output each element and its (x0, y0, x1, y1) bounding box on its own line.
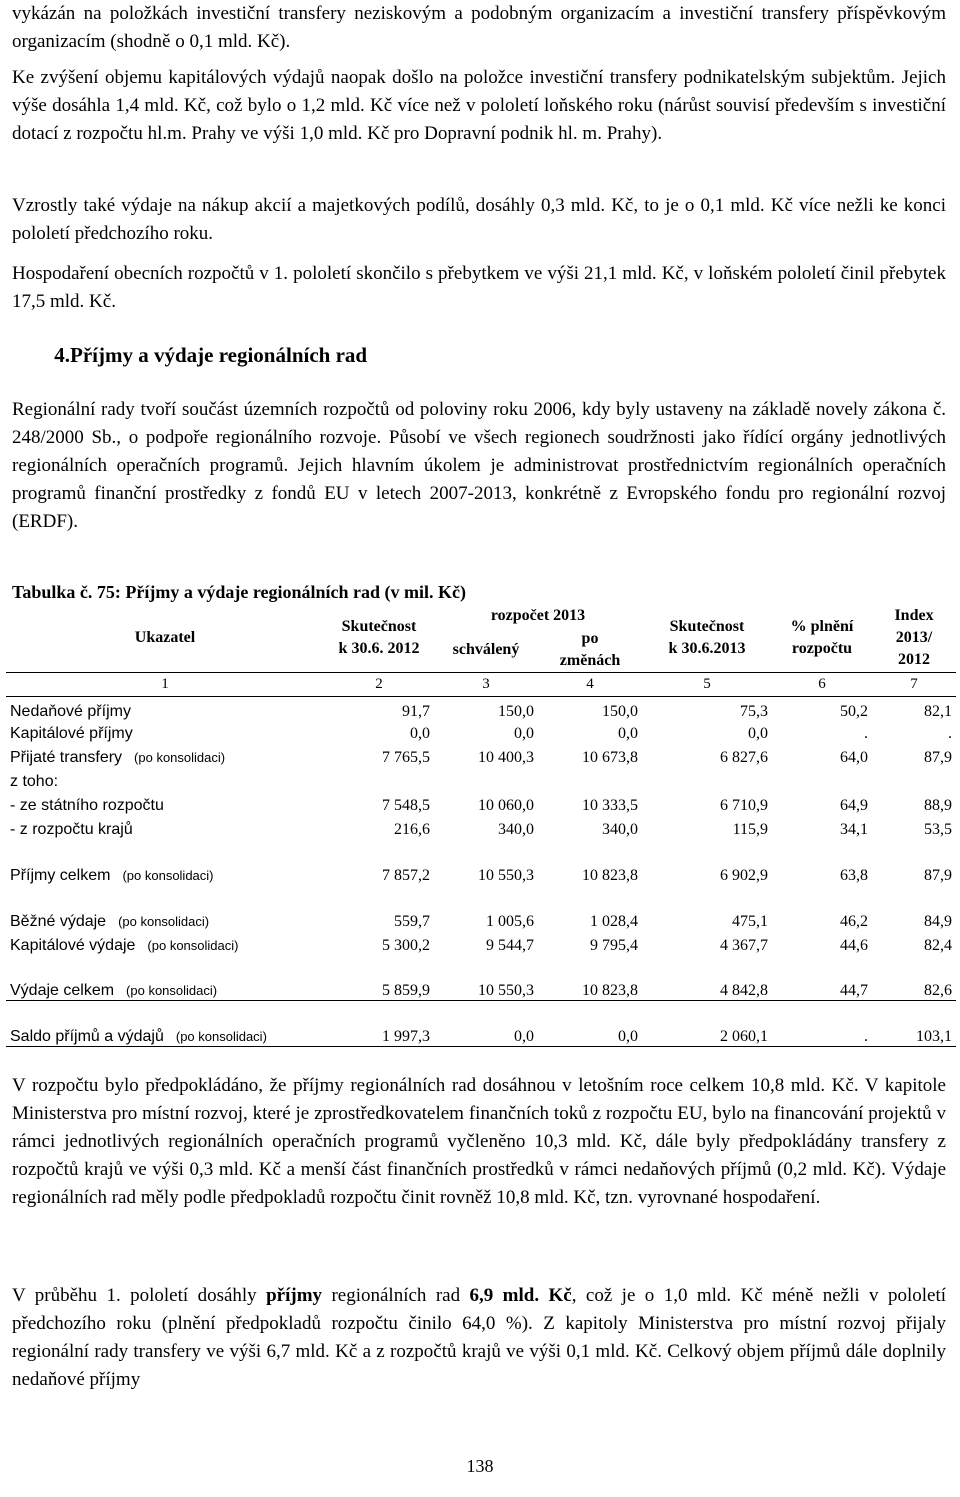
header-skutecnost-2012: Skutečnost k 30.6. 2012 (338, 618, 420, 657)
header-skutecnost-2013: Skutečnost k 30.6.2013 (668, 618, 746, 657)
row-value: 88,9 (924, 796, 952, 814)
row-value: 53,5 (924, 820, 952, 838)
table-caption: Tabulka č. 75: Příjmy a výdaje regionálních rad (v mil. Kč) (12, 582, 466, 602)
table-row (6, 697, 956, 721)
row-value: . (864, 724, 868, 742)
row-value: 63,8 (840, 866, 868, 884)
table-row (6, 767, 956, 791)
row-label: Kapitálové výdaje (po konsolidaci) (10, 936, 239, 954)
table-row (6, 791, 956, 815)
row-label: Nedaňové příjmy (10, 702, 131, 720)
row-value: 0,0 (618, 724, 638, 742)
row-value: 475,1 (732, 912, 768, 930)
row-value: 0,0 (538, 1001, 642, 1047)
section-title: Příjmy a výdaje regionálních rad (70, 343, 368, 367)
header-index: Index 2013/ 2012 (894, 607, 934, 668)
row-value: 1 005,6 (486, 912, 534, 930)
row-value: 9 544,7 (486, 936, 534, 954)
table-row (6, 743, 956, 767)
row-label: - ze státního rozpočtu (10, 796, 164, 814)
row-value: 10 673,8 (582, 748, 638, 766)
table-row (6, 955, 956, 1001)
row-value: 1 997,3 (324, 1001, 434, 1047)
header-rozpocet: rozpočet 2013 (490, 607, 586, 624)
row-label: z toho: (10, 772, 59, 790)
row-value: 4 842,8 (720, 982, 768, 999)
column-numbers-row: 1 2 3 4 5 6 7 (6, 673, 956, 697)
row-value: 75,3 (740, 702, 768, 720)
page-number: 138 (466, 1456, 494, 1476)
row-value: 10 823,8 (582, 866, 638, 884)
row-value: 44,7 (840, 982, 868, 999)
row-value: 34,1 (840, 820, 868, 838)
row-value: 340,0 (498, 820, 534, 838)
row-label: Příjmy celkem (po konsolidaci) (10, 866, 214, 884)
row-value: 50,2 (840, 702, 868, 720)
row-value: 82,1 (924, 702, 952, 720)
paragraph-capital-increase: Ke zvýšení objemu kapitálových výdajů naopak došlo na položce investiční transfery podnikatelským subjektům. Jejich výše dosáhla 1,4 mld. Kč, což bylo o 1,2 mld. Kč více než v pololetí loňského roku (nárůst souvisí především s investiční dotací z rozpočtu hl.m. Prahy ve výši 1,0 mld. Kč pro Dopravní podnik hl. m. Prahy). (12, 67, 946, 144)
row-value: 0,0 (410, 724, 430, 742)
paragraph-budget-expectations: V rozpočtu bylo předpokládáno, že příjmy regionálních rad dosáhnou v letošním roce celkem 10,8 mld. Kč. V kapitole Ministerstva pro místní rozvoj, které je zprostředkovatelem finančních toků z rozpočtu EU, bylo na financování projektů v rámci jednotlivých regionálních operačních programů vyčleněno 10,3 mld. Kč, dále byly předpokládány transfery z rozpočtů krajů ve výši 0,3 mld. Kč a menší část finančních prostředků v rámci nedaňových příjmů (0,2 mld. Kč). Výdaje regionálních rad měly podle předpokladů rozpočtu činit rovněž 10,8 mld. Kč, tzn. vyrovnané hospodaření. (12, 1075, 946, 1208)
section-number: 4. (54, 343, 70, 367)
row-value: 87,9 (924, 866, 952, 884)
row-value: 150,0 (602, 702, 638, 720)
table-row (6, 839, 956, 885)
paragraph-regional-councils: Regionální rady tvoří součást územních rozpočtů od poloviny roku 2006, kdy byly ustaveny na základě novely zákona č. 248/2000 Sb., o podpoře regionálního rozvoje. Působí ve všech regionech soudržnosti jako řídící orgány jednotlivých regionálních operačních programů. Jejich hlavním úkolem je administrovat prostřednictvím regionálních operačních programů finanční prostředky z fondů EU v letech 2007-2013, konkrétně z Evropského fondu pro regionální rozvoj (ERDF). (12, 399, 946, 532)
paragraph-municipal-balance: Hospodaření obecních rozpočtů v 1. pololetí skončilo s přebytkem ve výši 21,1 mld. Kč, v loňském pololetí činil přebytek 17,5 mld. Kč. (12, 263, 946, 312)
row-value: 10 550,3 (478, 866, 534, 884)
regional-councils-table (6, 604, 956, 1047)
row-value: . (948, 724, 952, 742)
row-value (772, 767, 872, 791)
row-value: 91,7 (402, 702, 430, 720)
row-value: 7 548,5 (382, 796, 430, 814)
row-value: 150,0 (498, 702, 534, 720)
row-value: 115,9 (732, 820, 768, 838)
paragraph-first-half-results: V průběhu 1. pololetí dosáhly příjmy regionálních rad 6,9 mld. Kč, což je o 1,0 mld. Kč méně nežli v pololetí předchozího roku (plnění předpokladů rozpočtu činilo 64,0 %). Z kapitoly Ministerstva pro místní rozvoj přijaly regionální rady transfery ve výši 6,7 mld. Kč a z rozpočtů krajů ve výši 0,1 mld. Kč. Celkový objem příjmů dále doplnily nedaňové příjmy (12, 1285, 947, 1390)
row-value: 2 060,1 (642, 1001, 772, 1047)
row-value: 10 060,0 (478, 796, 534, 814)
row-value: 0,0 (434, 1001, 538, 1047)
row-label: Kapitálové příjmy (10, 724, 133, 742)
row-label: Běžné výdaje (po konsolidaci) (10, 912, 210, 930)
row-value (538, 767, 642, 791)
row-label: Výdaje celkem (po konsolidaci) (10, 982, 218, 999)
row-value: 10 550,3 (478, 982, 534, 999)
row-value: 6 902,9 (720, 866, 768, 884)
row-value (324, 767, 434, 791)
paragraph-shares: Vzrostly také výdaje na nákup akcií a majetkových podílů, dosáhly 0,3 mld. Kč, to je o 0,1 mld. Kč více nežli ke konci pololetí předchozího roku. (12, 195, 946, 244)
header-po-zmenach: po změnách (559, 630, 621, 669)
row-value: 0,0 (514, 724, 534, 742)
table-row (6, 1001, 956, 1047)
row-value: 64,0 (840, 748, 868, 766)
row-value: 10 400,3 (478, 748, 534, 766)
row-label: - z rozpočtu krajů (10, 820, 133, 838)
row-value: 1 028,4 (590, 912, 638, 930)
row-value: 4 367,7 (720, 936, 768, 954)
table-row (6, 885, 956, 931)
row-value: 559,7 (394, 912, 430, 930)
row-value: 10 823,8 (582, 982, 638, 999)
row-value: 87,9 (924, 748, 952, 766)
table-row (6, 931, 956, 955)
row-value: 46,2 (840, 912, 868, 930)
row-value (434, 767, 538, 791)
row-value: 103,1 (872, 1001, 956, 1047)
row-label: Saldo příjmů a výdajů (po konsolidaci) (6, 1001, 324, 1047)
row-value: 82,6 (924, 982, 952, 999)
row-value: . (772, 1001, 872, 1047)
table-row (6, 721, 956, 743)
row-value: 64,9 (840, 796, 868, 814)
paragraph-transfers: vykázán na položkách investiční transfery neziskovým a podobným organizacím a investiční transfery příspěvkovým organizacím (shodně o 0,1 mld. Kč). (12, 3, 946, 52)
row-value: 5 300,2 (382, 936, 430, 954)
header-schvaleny: schválený (452, 641, 520, 658)
header-ukazatel: Ukazatel (134, 629, 196, 646)
table-row (6, 815, 956, 839)
row-value: 84,9 (924, 912, 952, 930)
row-value: 10 333,5 (582, 796, 638, 814)
row-value: 6 827,6 (720, 748, 768, 766)
row-value: 82,4 (924, 936, 952, 954)
row-value: 340,0 (602, 820, 638, 838)
row-value: 0,0 (748, 724, 768, 742)
row-value: 7 765,5 (382, 748, 430, 766)
row-value (642, 767, 772, 791)
row-value: 7 857,2 (382, 866, 430, 884)
row-value (872, 767, 956, 791)
section-heading (12, 343, 367, 368)
header-plneni: % plnění rozpočtu (790, 618, 854, 657)
row-value: 9 795,4 (590, 936, 638, 954)
row-value: 44,6 (840, 936, 868, 954)
row-value: 5 859,9 (382, 982, 430, 999)
row-value: 216,6 (394, 820, 430, 838)
row-value: 6 710,9 (720, 796, 768, 814)
row-label: Přijaté transfery (po konsolidaci) (10, 748, 226, 766)
